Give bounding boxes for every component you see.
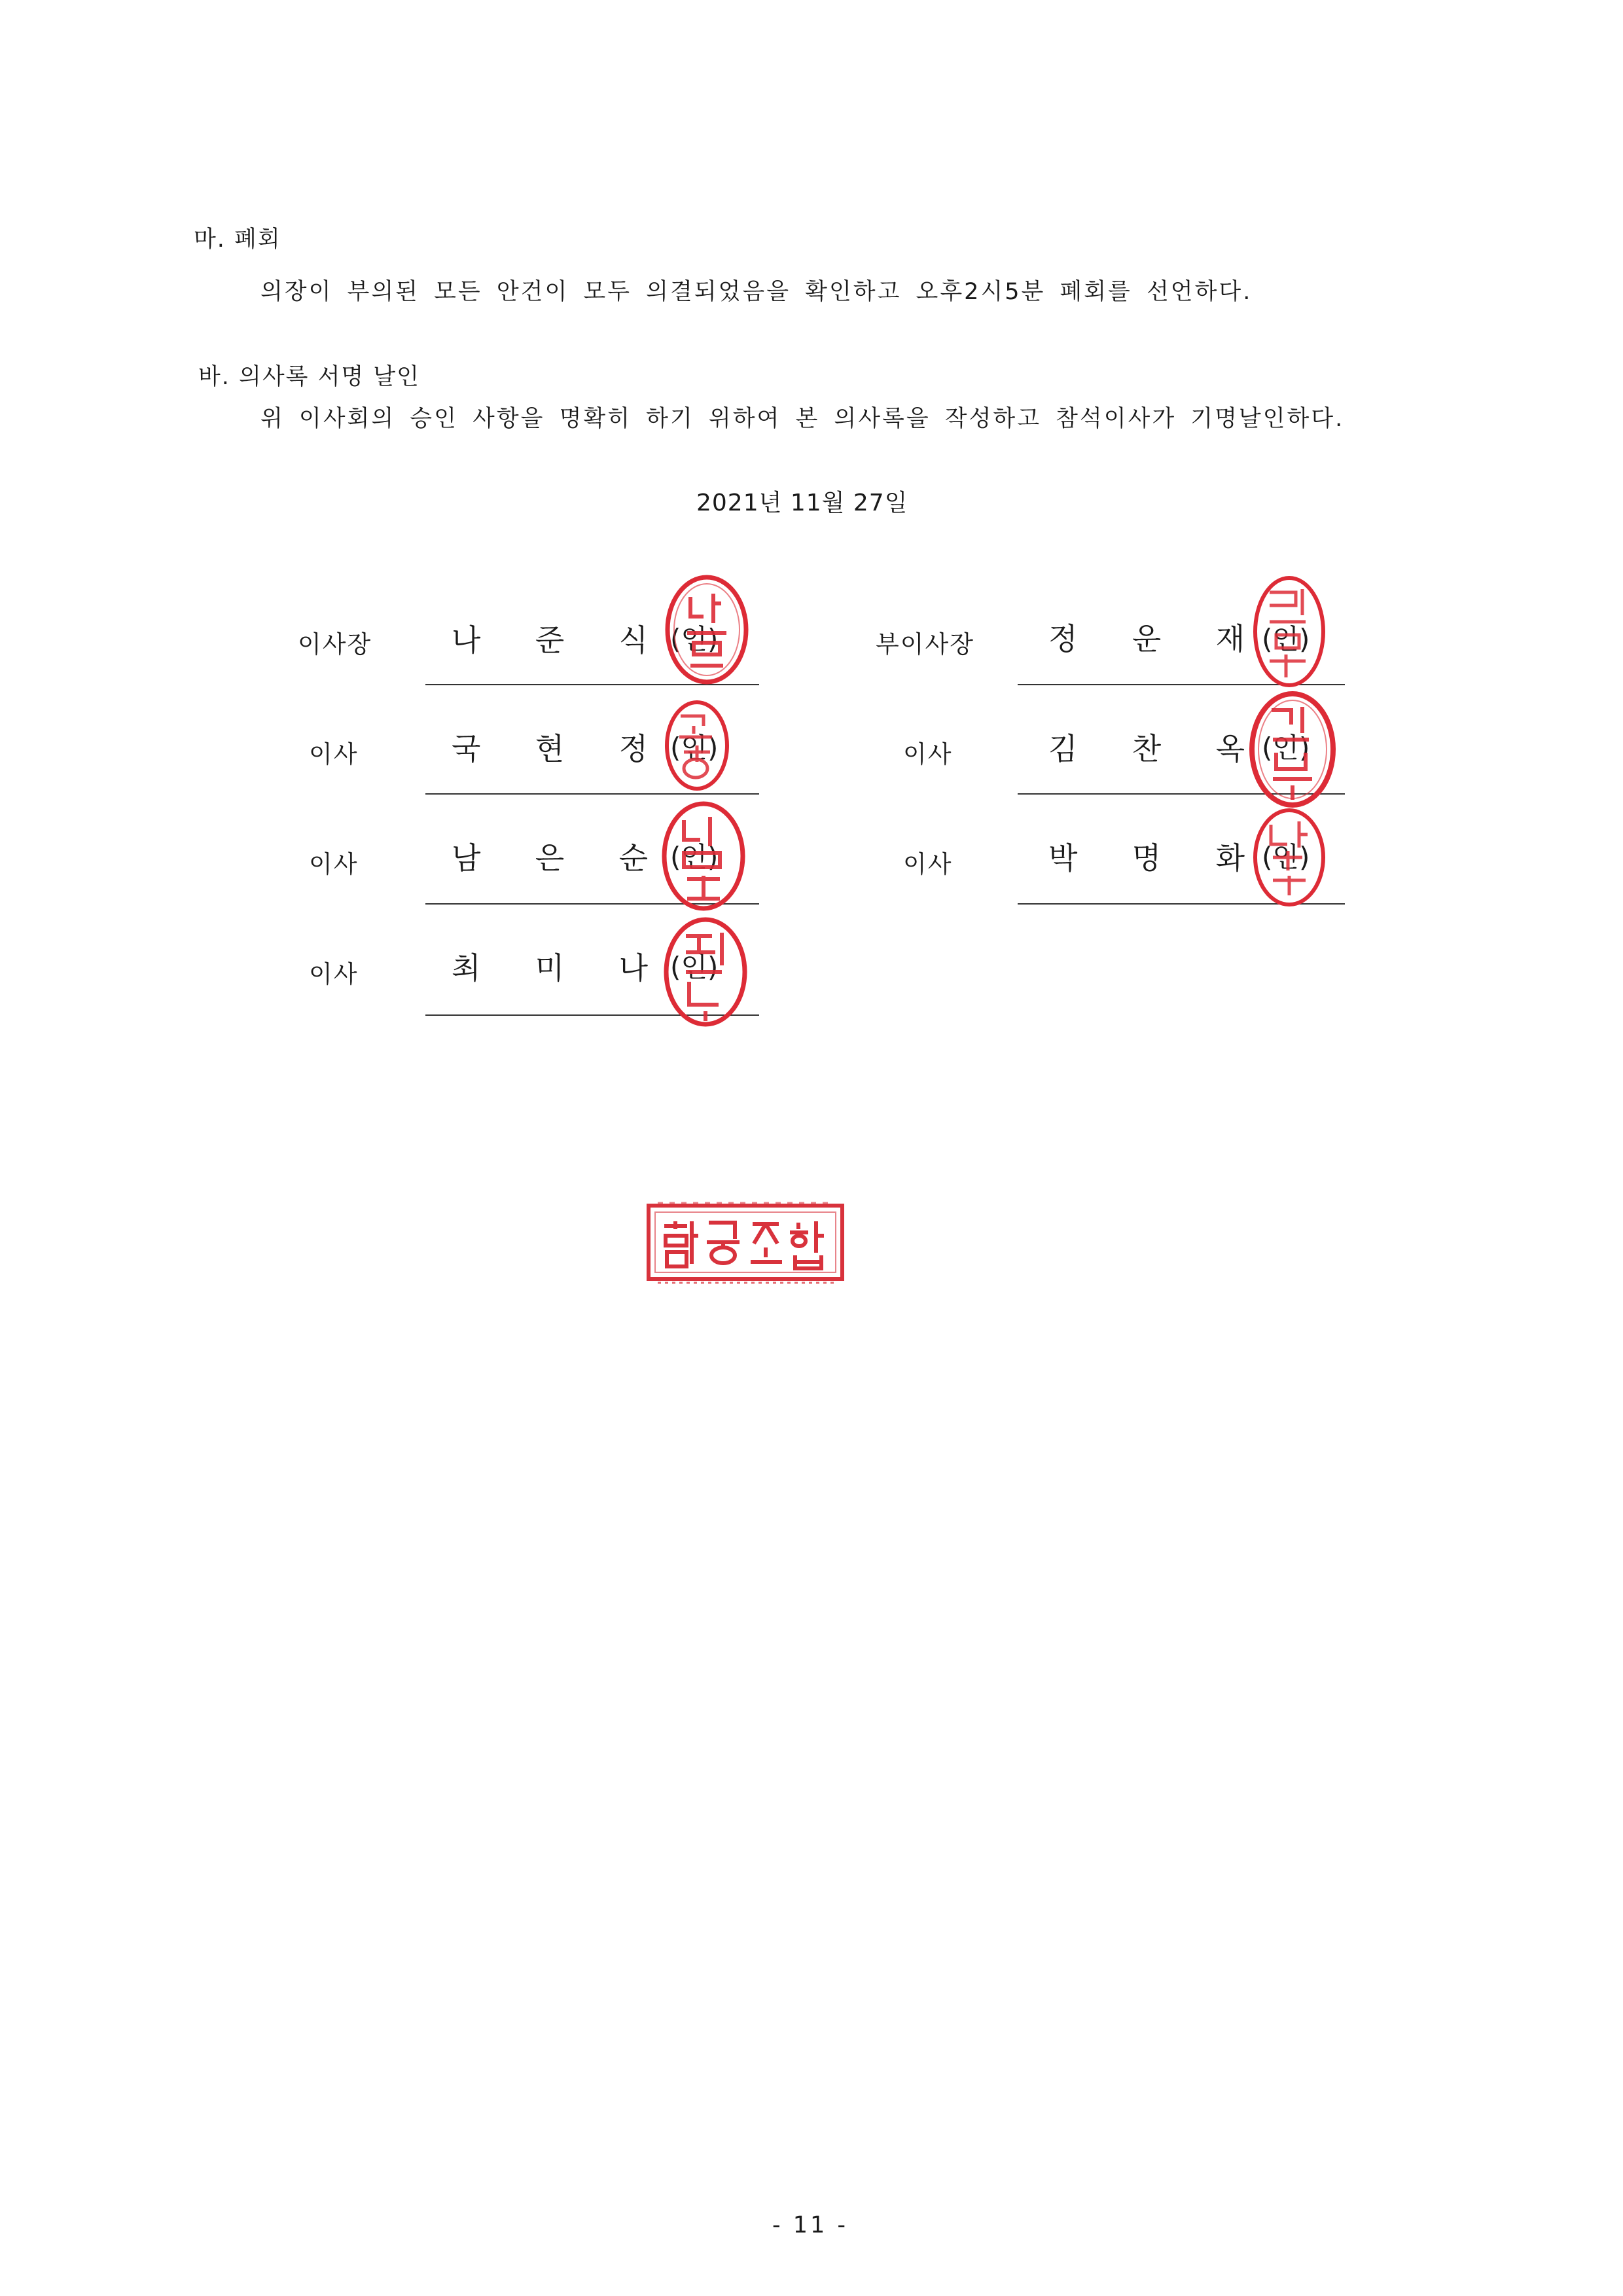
section-body-signature: 위 이사회의 승인 사항을 명확히 하기 위하여 본 의사록을 작성하고 참석이사가 기명날인하다. (260, 406, 1345, 432)
seal-mark: (인) (1262, 623, 1310, 655)
signatory-name: 박 명 화 (1048, 840, 1245, 876)
signatory-name: 최 미 나 (452, 950, 648, 986)
role-label: 이사 (309, 740, 359, 768)
role-label: 이사장 (298, 630, 372, 658)
signatory-name: 국 현 정 (452, 731, 648, 766)
personal-seal-stamp (1250, 573, 1329, 691)
seal-mark: (인) (1262, 732, 1310, 764)
seal-mark: (인) (1262, 841, 1310, 873)
personal-seal-stamp (661, 696, 733, 795)
signatory-name: 정 운 재 (1048, 621, 1245, 656)
personal-seal-stamp (660, 913, 751, 1031)
section-heading-signature: 바. 의사록 서명 날인 (198, 364, 420, 390)
cooperative-seal-stamp (645, 1196, 847, 1288)
role-label: 이사 (309, 960, 359, 988)
page-number: - 11 - (772, 2212, 849, 2238)
meeting-date: 2021년 11월 27일 (696, 490, 908, 516)
section-heading-closing: 마. 폐회 (194, 226, 281, 253)
role-label: 이사 (903, 850, 953, 878)
seal-mark: (인) (670, 841, 719, 873)
personal-seal-stamp (1247, 687, 1338, 812)
personal-seal-stamp (658, 797, 749, 915)
role-label: 이사 (309, 850, 359, 878)
role-label: 이사 (903, 740, 953, 768)
seal-mark: (인) (670, 951, 719, 983)
seal-mark: (인) (670, 623, 719, 655)
role-label: 부이사장 (876, 630, 974, 658)
signatory-name: 남 은 순 (452, 840, 648, 876)
section-body-closing: 의장이 부의된 모든 안건이 모두 의결되었음을 확인하고 오후2시5분 폐회를 선언하다. (260, 279, 1253, 305)
personal-seal-stamp (1250, 805, 1329, 910)
signatory-name: 김 찬 옥 (1048, 731, 1245, 766)
signatory-name: 나 준 식 (452, 622, 648, 658)
personal-seal-stamp (661, 571, 753, 689)
seal-mark: (인) (670, 732, 719, 764)
